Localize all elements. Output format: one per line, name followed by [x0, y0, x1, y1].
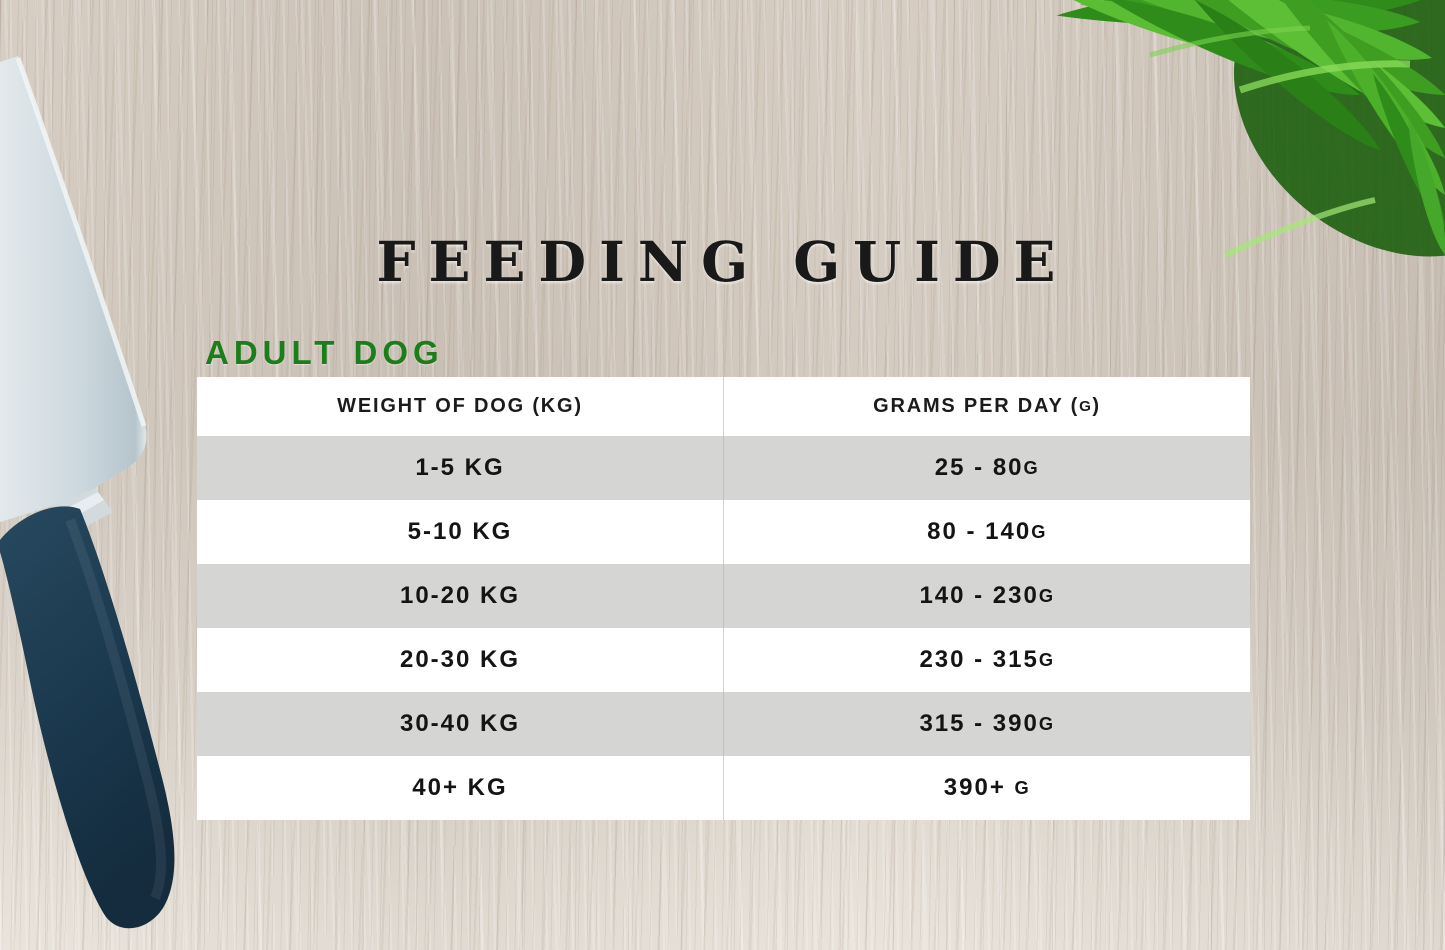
grams-cell: [724, 628, 1250, 692]
column-header-grams-unit: G: [1079, 398, 1093, 415]
grams-value: 80 - 140: [927, 518, 1032, 545]
grams-value: 140 - 230: [919, 582, 1039, 609]
grams-value: 25 - 80: [934, 454, 1024, 481]
column-header-grams-text: GRAMS PER DAY (: [873, 395, 1080, 417]
leaves-image: [1000, 0, 1445, 400]
weight-cell: 30-40 KG: [197, 692, 724, 756]
feeding-table: [197, 377, 1250, 820]
column-header-grams: [724, 377, 1250, 436]
table-row: [197, 692, 1250, 756]
grams-cell: [724, 564, 1250, 628]
table-body: [197, 436, 1250, 820]
grams-unit: G: [1031, 521, 1047, 542]
weight-cell: 5-10 KG: [197, 500, 724, 564]
grams-cell: [724, 692, 1250, 756]
table-row: [197, 756, 1250, 820]
column-header-grams-suffix: ): [1092, 395, 1101, 417]
weight-cell: 10-20 KG: [197, 564, 724, 628]
weight-cell: 1-5 KG: [197, 436, 724, 500]
table-row: [197, 436, 1250, 500]
grams-cell: [724, 756, 1250, 820]
weight-cell: 20-30 KG: [197, 628, 724, 692]
grams-unit: G: [1038, 585, 1055, 606]
table-row: [197, 564, 1250, 628]
grams-value: 230 - 315: [919, 646, 1039, 673]
grams-cell: [724, 500, 1250, 564]
grams-unit: G: [1038, 649, 1055, 670]
column-header-weight: WEIGHT OF DOG (KG): [197, 377, 724, 436]
page-title: FEEDING GUIDE: [376, 229, 1069, 294]
grams-unit: G: [1014, 777, 1031, 798]
grams-value: 390+: [943, 774, 1015, 801]
table-row: [197, 628, 1250, 692]
weight-cell: 40+ KG: [197, 756, 724, 820]
grams-unit: G: [1038, 713, 1055, 734]
grams-value: 315 - 390: [919, 710, 1039, 737]
grams-unit: G: [1023, 457, 1040, 478]
grams-cell: [724, 436, 1250, 500]
table-row: [197, 500, 1250, 564]
table-header-row: [197, 377, 1250, 436]
section-heading: ADULT DOG: [205, 334, 444, 371]
